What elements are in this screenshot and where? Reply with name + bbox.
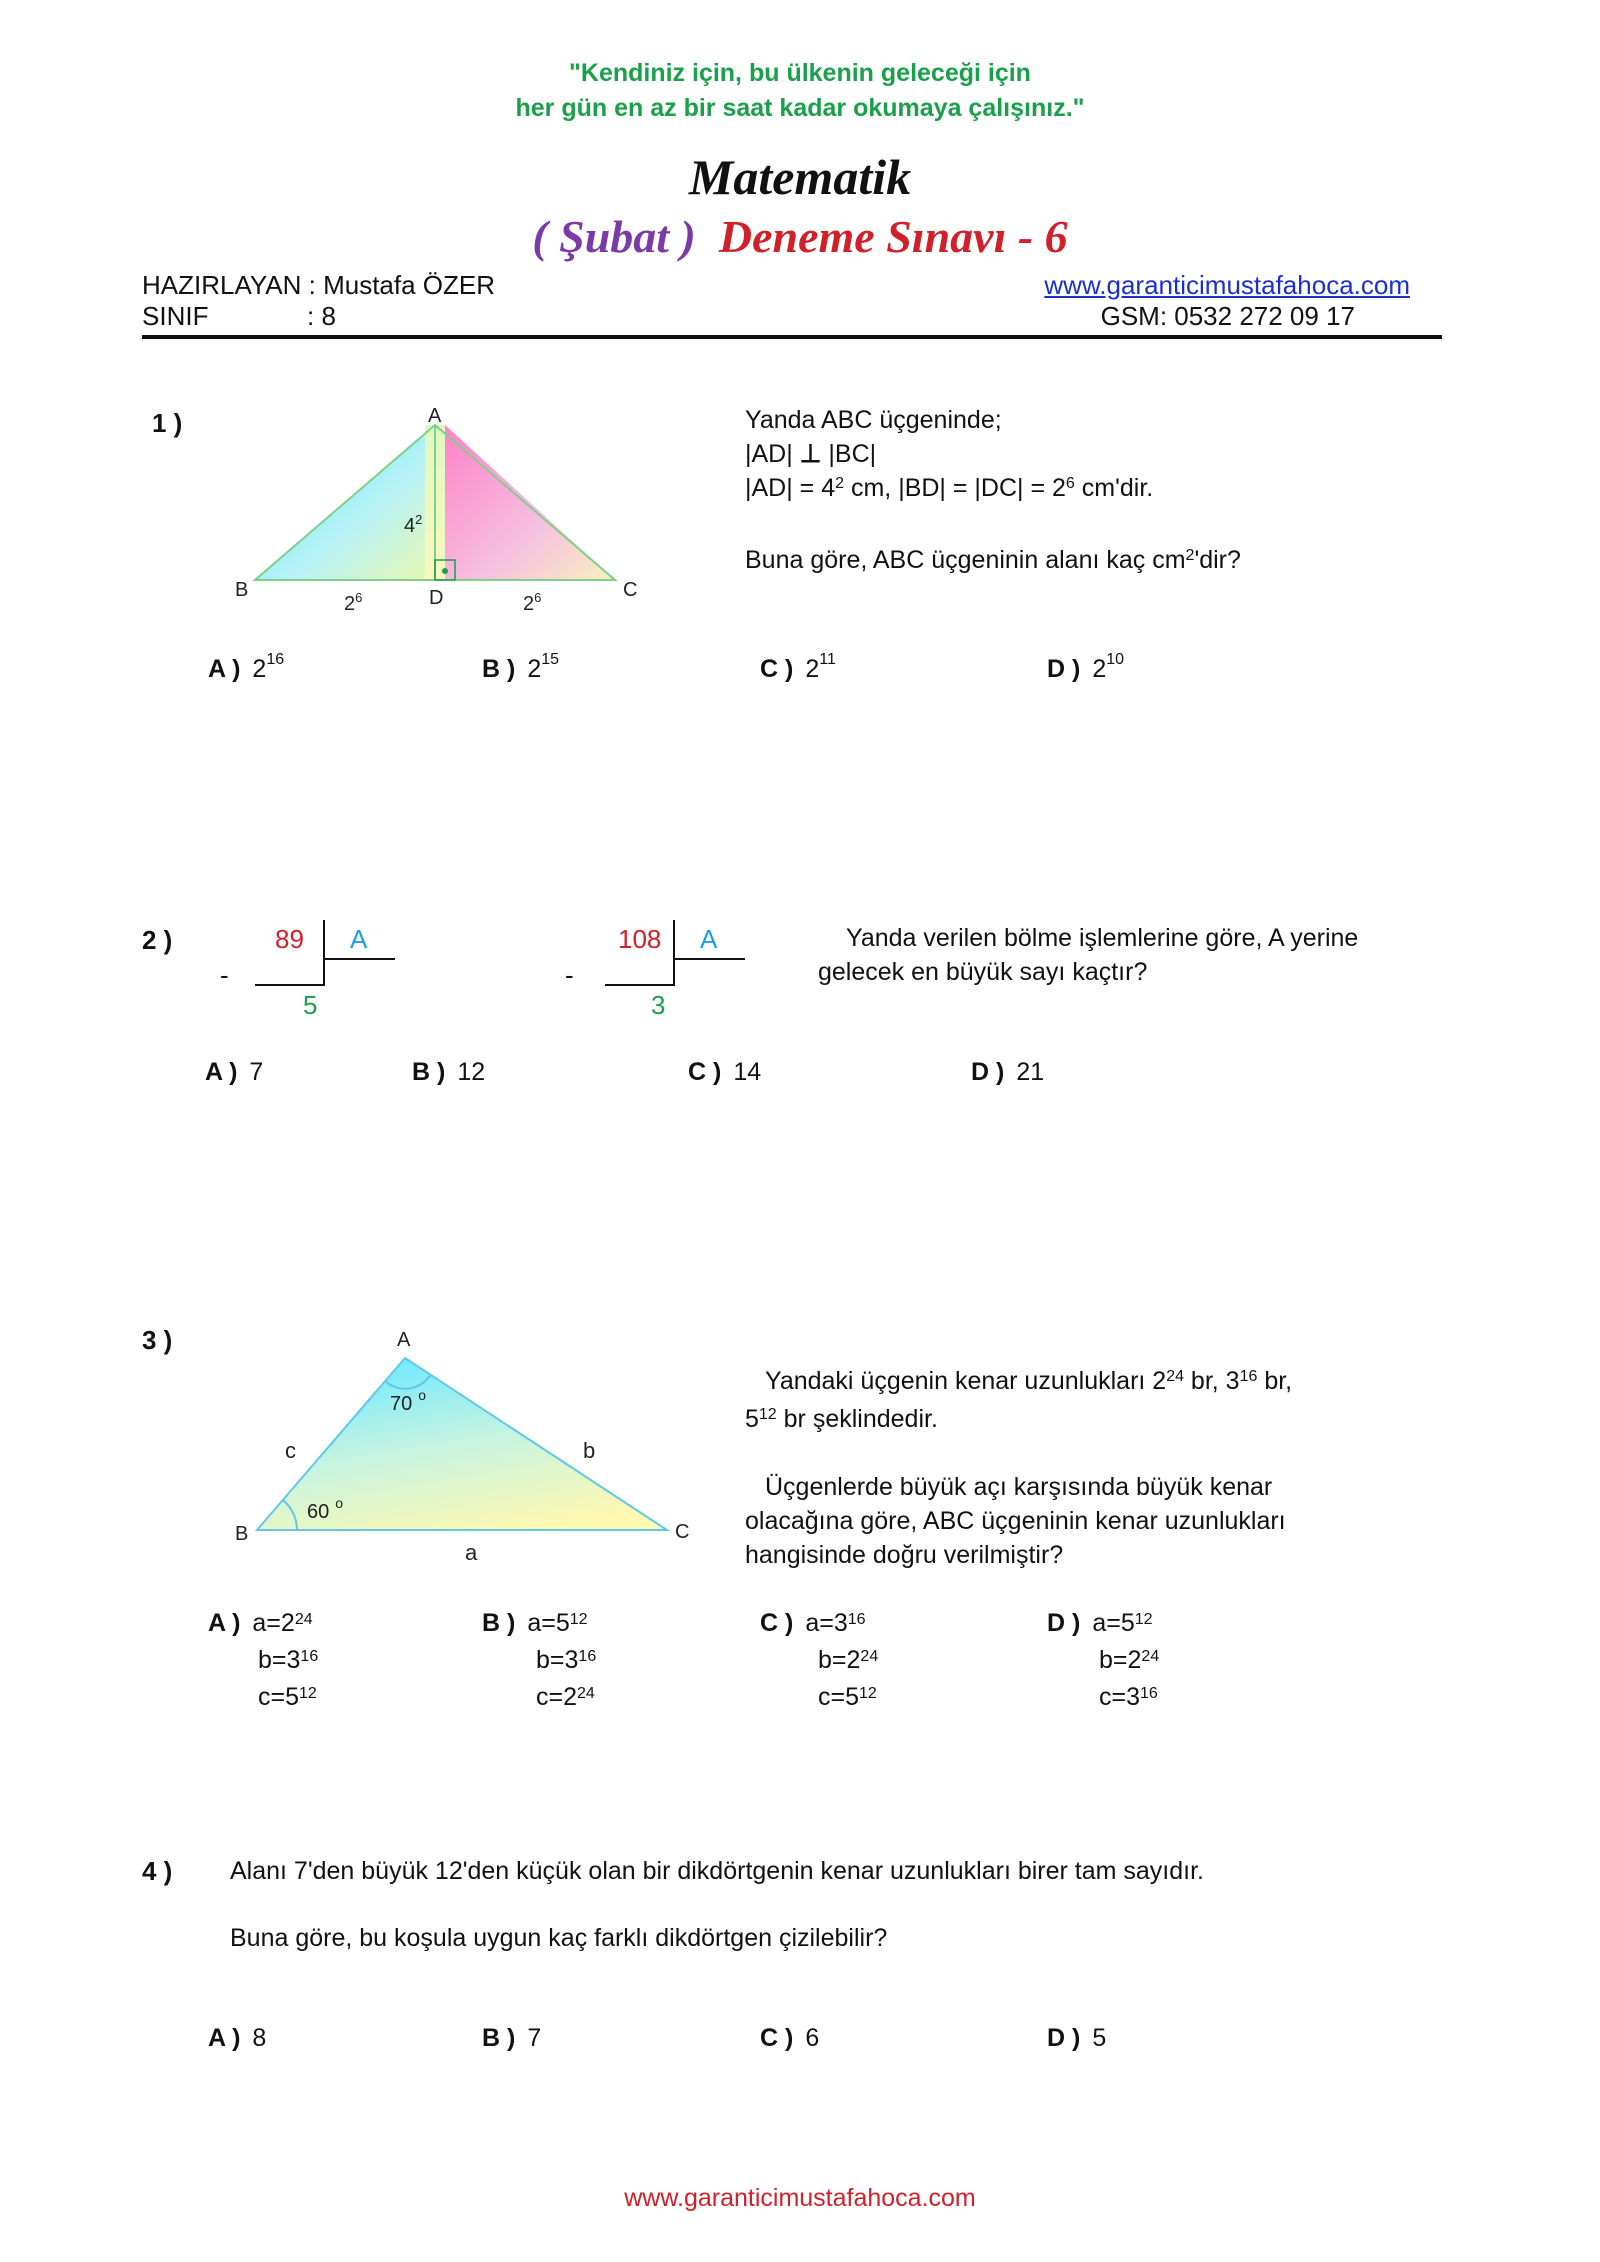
q1-label-b: B — [235, 579, 249, 601]
q2-div1-subtract-line — [255, 984, 323, 986]
question-2-number: 2 ) — [142, 925, 173, 955]
q2-division-1 — [210, 918, 410, 1028]
q1-right-angle-dot — [442, 568, 448, 574]
q1-line-3: $|AD| = 4^2$ cm, $|BD| = |DC| = 2^6$ cm'dir. — [745, 474, 1154, 502]
q2-div2-divisor-line — [673, 958, 745, 960]
q3-side-b: b — [583, 1438, 596, 1463]
q2-option-d[interactable]: D ) 21 — [971, 1058, 1045, 1086]
q3-option-a[interactable]: A ) $a=2^{24}$ $b=3^{16}$ $c=5^{12}$ — [208, 1609, 319, 1711]
q1-triangle-figure — [220, 400, 660, 620]
q3-option-d[interactable]: D ) $a=5^{12}$ $b=2^{24}$ $c=3^{16}$ — [1047, 1609, 1160, 1711]
q1-ad-length: $4^2$ — [404, 512, 423, 537]
q1-line-2: |AD| ⊥ |BC| — [745, 440, 877, 468]
q3-option-c[interactable]: C ) $a=3^{16}$ $b=2^{24}$ $c=5^{12}$ — [760, 1609, 879, 1711]
author-label: HAZIRLAYAN : Mustafa ÖZER — [142, 270, 496, 300]
q1-option-b[interactable]: B ) $2^{15}$ — [482, 651, 560, 683]
q2-div2-vertical-line — [673, 920, 675, 960]
question-3-number: 3 ) — [142, 1325, 173, 1355]
q4-option-b[interactable]: B ) 7 — [482, 2024, 542, 2052]
q2-div2-remainder: 3 — [651, 990, 666, 1020]
q2-line-1: Yanda verilen bölme işlemlerine göre, A yerine — [846, 924, 1359, 952]
q2-division-2 — [555, 918, 755, 1028]
q1-label-d: D — [429, 587, 444, 609]
motto-line-1: "Kendiniz için, bu ülkenin geleceği için — [569, 59, 1031, 87]
q3-text — [745, 1362, 1292, 1438]
q1-dc-length: $2^6$ — [523, 590, 542, 615]
q2-div1-dividend: 89 — [275, 924, 304, 954]
q2-option-a[interactable]: A ) 7 — [205, 1058, 264, 1086]
header-divider — [142, 335, 1442, 339]
q3-line-3: Üçgenlerde büyük açı karşısında büyük kenar — [765, 1473, 1273, 1501]
q2-div1-remainder: 5 — [303, 990, 318, 1020]
q2-div2-step-line — [673, 958, 675, 986]
header-website-link[interactable]: www.garanticimustafahoca.com — [1044, 270, 1410, 300]
q1-option-d[interactable]: D ) $2^{10}$ — [1047, 651, 1125, 683]
q4-option-d[interactable]: D ) 5 — [1047, 2024, 1107, 2052]
q4-option-a[interactable]: A ) 8 — [208, 2024, 267, 2052]
motto-line-2: her gün en az bir saat kadar okumaya çalışınız." — [515, 94, 1085, 122]
q1-line-1: Yanda ABC üçgeninde; — [745, 406, 1002, 434]
q3-line-1: Yandaki üçgenin kenar uzunlukları $2^{24}$ br, $3^{16}$ br, — [765, 1367, 1293, 1395]
q2-div2-subtract-line — [605, 984, 673, 986]
q4-line-1: Alanı 7'den büyük 12'den küçük olan bir dikdörtgenin kenar uzunlukları birer tam sayıdır. — [230, 1857, 1204, 1885]
q3-line-5: hangisinde doğru verilmiştir? — [745, 1541, 1064, 1569]
q2-text — [818, 921, 1358, 989]
q1-question: Buna göre, ABC üçgeninin alanı kaç $cm^2'dir$? — [745, 546, 1241, 574]
subtitle-exam: Deneme Sınavı - 6 — [718, 211, 1068, 262]
q3-angle-b-value: 60 $^o$ — [307, 1495, 344, 1523]
q1-bd-length: $2^6$ — [344, 590, 363, 615]
q2-option-b[interactable]: B ) 12 — [412, 1058, 486, 1086]
question-1-number: 1 ) — [152, 408, 183, 438]
q2-option-c[interactable]: C ) 14 — [688, 1058, 762, 1086]
q2-div1-vertical-line — [323, 920, 325, 960]
q3-label-a-vertex: A — [397, 1329, 411, 1351]
class-value: : 8 — [307, 301, 336, 331]
footer-website[interactable]: www.garanticimustafahoca.com — [624, 2184, 976, 2212]
q4-line-2: Buna göre, bu koşula uygun kaç farklı dikdörtgen çizilebilir? — [230, 1924, 888, 1952]
q3-triangle-figure — [225, 1320, 705, 1570]
q1-option-c[interactable]: C ) $2^{11}$ — [760, 651, 836, 683]
q3-side-a: a — [465, 1540, 478, 1565]
q2-div1-divisor-line — [323, 958, 395, 960]
q3-question — [745, 1470, 1286, 1572]
q1-option-a[interactable]: A ) $2^{16}$ — [208, 651, 285, 683]
q3-angle-a-value: 70 $^o$ — [390, 1387, 427, 1415]
q1-text — [745, 403, 1241, 577]
q2-div1-step-line — [323, 958, 325, 986]
q2-div1-divisor: A — [350, 924, 368, 954]
subtitle-month: ( Şubat ) — [532, 211, 696, 262]
page-subtitle — [0, 210, 1600, 263]
question-4-number: 4 ) — [142, 1856, 173, 1886]
q2-div2-dividend: 108 — [618, 924, 662, 954]
q2-div2-minus: - — [565, 960, 574, 990]
q2-div2-divisor: A — [700, 924, 718, 954]
q4-option-c[interactable]: C ) 6 — [760, 2024, 820, 2052]
q3-line-2: $5^{12}$ br şeklindedir. — [745, 1405, 938, 1433]
q1-label-c: C — [623, 579, 638, 601]
q2-div1-minus: - — [220, 960, 229, 990]
q3-side-c: c — [285, 1438, 296, 1463]
gsm-number: GSM: 0532 272 09 17 — [1100, 301, 1355, 331]
q3-option-b[interactable]: B ) $a=5^{12}$ $b=3^{16}$ $c=2^{24}$ — [482, 1609, 597, 1711]
q2-line-2: gelecek en büyük sayı kaçtır? — [818, 958, 1148, 986]
q1-label-a: A — [428, 405, 442, 427]
q3-label-c-vertex: C — [675, 1521, 690, 1543]
class-label: SINIF — [142, 301, 209, 331]
page-title: Matematik — [688, 149, 912, 205]
q3-label-b-vertex: B — [235, 1523, 249, 1545]
q3-line-4: olacağına göre, ABC üçgeninin kenar uzunlukları — [745, 1507, 1286, 1535]
